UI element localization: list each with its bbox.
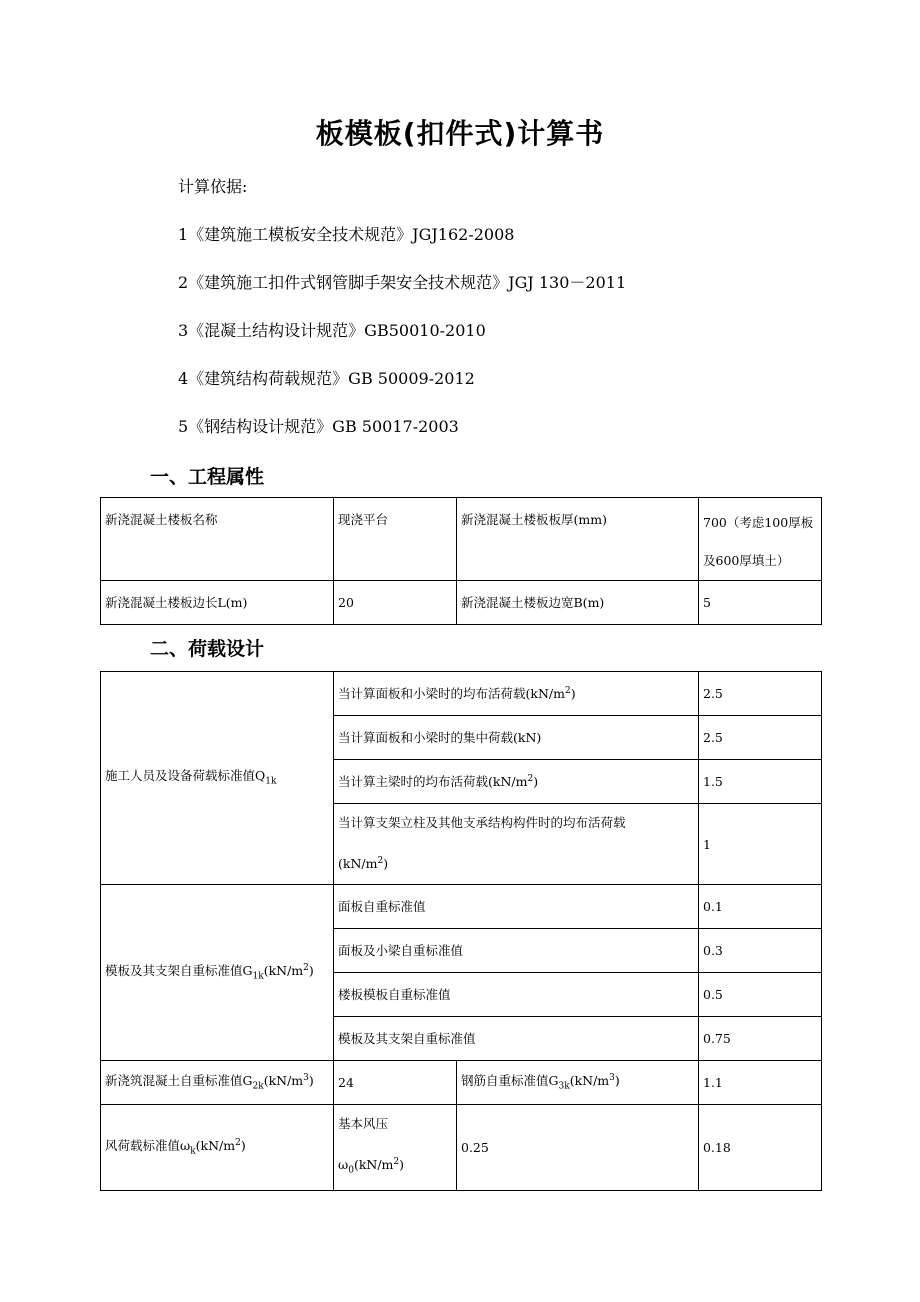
cell-value: 0.5 (699, 973, 822, 1017)
cell-value: 2.5 (699, 672, 822, 716)
cell-value: 0.3 (699, 929, 822, 973)
reference-item: 3《混凝土结构设计规范》GB50010-2010 (178, 321, 486, 340)
cell-label: 面板及小梁自重标准值 (334, 929, 699, 973)
cell-value: 2.5 (699, 716, 822, 760)
cell-value: 0.25 (457, 1105, 699, 1191)
cell-value: 现浇平台 (334, 498, 457, 581)
table-row (101, 498, 822, 581)
cell-label: 施工人员及设备荷载标准值$Q_{1k}$ (101, 672, 334, 885)
cell-label: 当计算面板和小梁时的均布活荷载$(kN/m^2)$ (334, 672, 699, 716)
table-row (101, 581, 822, 625)
reference-item: 5《钢结构设计规范》GB 50017-2003 (178, 417, 459, 436)
cell-label: 模板及其支架自重标准值$G_{1k}(kN/m^2)$ (101, 885, 334, 1061)
load-design-table (100, 671, 822, 1191)
cell-label: 面板自重标准值 (334, 885, 699, 929)
cell-value: 1 (699, 804, 822, 885)
cell-label: 新浇混凝土楼板板厚(mm) (457, 498, 699, 581)
section-heading-project: 一、工程属性 (150, 466, 265, 488)
cell-value: 20 (334, 581, 457, 625)
table-row (101, 1061, 822, 1105)
table-row (101, 672, 822, 716)
cell-label: 当计算主梁时的均布活荷载$(kN/m^2)$ (334, 760, 699, 804)
cell-label: 楼板模板自重标准值 (334, 973, 699, 1017)
cell-label: 风荷载标准值$\omega_k(kN/m^2)$ (101, 1105, 334, 1191)
cell-value-line: 700（考虑100厚板 (703, 515, 814, 530)
cell-value-line: 及600厚填土） (703, 553, 790, 568)
cell-label: 新浇筑混凝土自重标准值$G_{2k}(kN/m^3)$ (101, 1061, 334, 1105)
cell-label: 当计算面板和小梁时的集中荷载(kN) (334, 716, 699, 760)
cell-label: 基本风压 $\omega_0(kN/m^2)$ (334, 1105, 457, 1191)
cell-value: 1.1 (699, 1061, 822, 1105)
table-row (101, 885, 822, 929)
cell-value: 0.75 (699, 1017, 822, 1061)
page-title: 板模板(扣件式)计算书 (315, 117, 605, 150)
reference-item: 4《建筑结构荷载规范》GB 50009-2012 (178, 369, 475, 388)
cell-value: 0.1 (699, 885, 822, 929)
cell-label: 钢筋自重标准值$G_{3k}(kN/m^3)$ (457, 1061, 699, 1105)
cell-label: 当计算支架立柱及其他支承结构构件时的均布活荷载 $(kN/m^2)$ (334, 804, 699, 885)
cell-label: 模板及其支架自重标准值 (334, 1017, 699, 1061)
cell-value: 5 (699, 581, 822, 625)
reference-item: 1《建筑施工模板安全技术规范》JGJ162-2008 (178, 225, 515, 244)
cell-label: 新浇混凝土楼板名称 (101, 498, 334, 581)
basis-label: 计算依据: (178, 177, 248, 196)
reference-item: 2《建筑施工扣件式钢管脚手架安全技术规范》JGJ 130－2011 (178, 273, 627, 292)
section-heading-load: 二、荷载设计 (150, 638, 265, 660)
cell-value: 24 (334, 1061, 457, 1105)
cell-value (699, 498, 822, 581)
cell-value: 1.5 (699, 760, 822, 804)
cell-label: 新浇混凝土楼板边长L(m) (101, 581, 334, 625)
project-attributes-table (100, 497, 822, 625)
cell-label: 新浇混凝土楼板边宽B(m) (457, 581, 699, 625)
cell-value: 0.18 (699, 1105, 822, 1191)
table-row (101, 1105, 822, 1191)
